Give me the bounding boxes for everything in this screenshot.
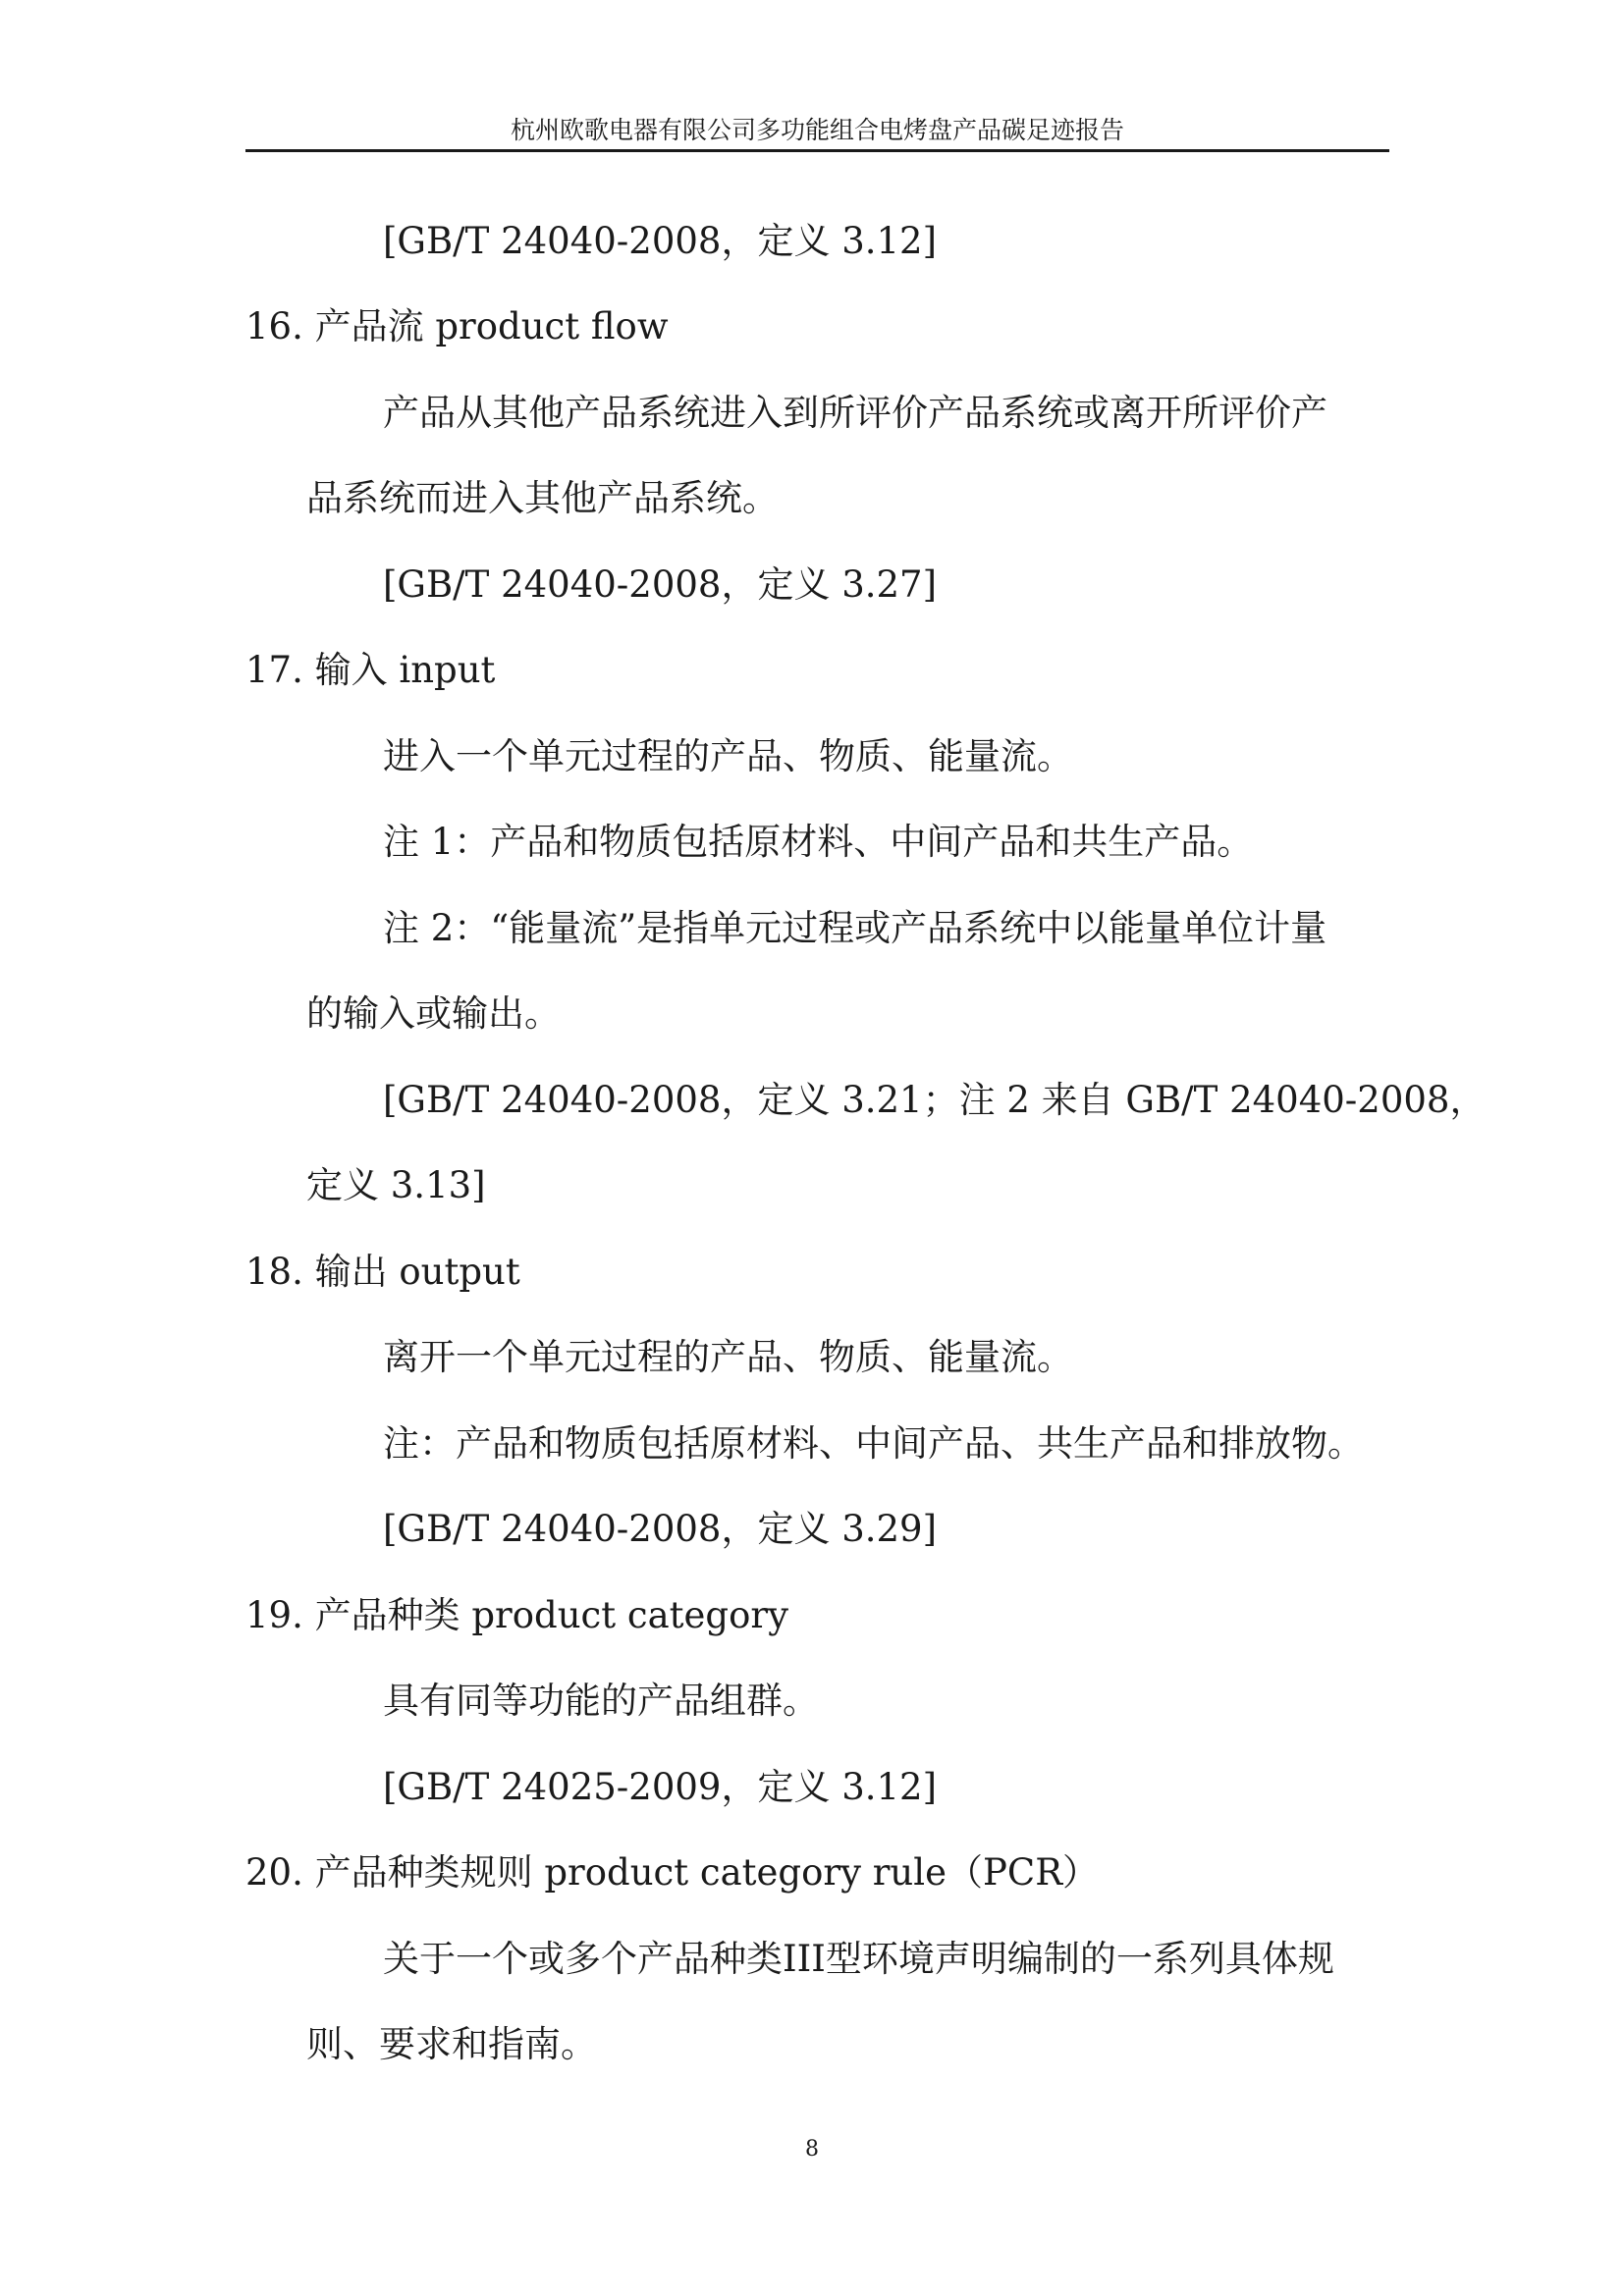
reference-17-line-2: 定义 3.13] xyxy=(306,1164,486,1206)
definition-20-line-2: 则、要求和指南。 xyxy=(306,2023,597,2065)
reference-17-line-1: [GB/T 24040-2008，定义 3.21；注 2 来自 GB/T 24040-2008， xyxy=(383,1079,1487,1121)
note-18: 注：产品和物质包括原材料、中间产品、共生产品和排放物。 xyxy=(383,1422,1364,1465)
definition-16-line-2: 品系统而进入其他产品系统。 xyxy=(306,477,779,519)
definition-19: 具有同等功能的产品组群。 xyxy=(383,1680,819,1722)
term-20-heading: 20. 产品种类规则 product category rule（PCR） xyxy=(245,1851,1100,1894)
definition-18: 离开一个单元过程的产品、物质、能量流。 xyxy=(383,1336,1073,1378)
page-number: 8 xyxy=(805,2137,819,2162)
note-17-2-line-2: 的输入或输出。 xyxy=(306,992,561,1035)
definition-20-line-1: 关于一个或多个产品种类III型环境声明编制的一系列具体规 xyxy=(383,1938,1334,1980)
reference-15: [GB/T 24040-2008，定义 3.12] xyxy=(383,220,938,262)
term-18-heading: 18. 输出 output xyxy=(245,1251,520,1293)
term-19-heading: 19. 产品种类 product category xyxy=(245,1594,788,1636)
term-16-heading: 16. 产品流 product flow xyxy=(245,305,669,347)
reference-19: [GB/T 24025-2009，定义 3.12] xyxy=(383,1766,938,1808)
page-header-title: 杭州欧歌电器有限公司多功能组合电烤盘产品碳足迹报告 xyxy=(510,116,1124,144)
header-divider xyxy=(245,149,1389,152)
reference-18: [GB/T 24040-2008，定义 3.29] xyxy=(383,1508,938,1550)
note-17-1: 注 1：产品和物质包括原材料、中间产品和共生产品。 xyxy=(383,821,1254,863)
note-17-2-line-1: 注 2：“能量流”是指单元过程或产品系统中以能量单位计量 xyxy=(383,907,1327,949)
term-17-heading: 17. 输入 input xyxy=(245,649,496,691)
reference-16: [GB/T 24040-2008，定义 3.27] xyxy=(383,563,938,606)
definition-16-line-1: 产品从其他产品系统进入到所评价产品系统或离开所评价产 xyxy=(383,392,1327,434)
definition-17: 进入一个单元过程的产品、物质、能量流。 xyxy=(383,735,1073,777)
